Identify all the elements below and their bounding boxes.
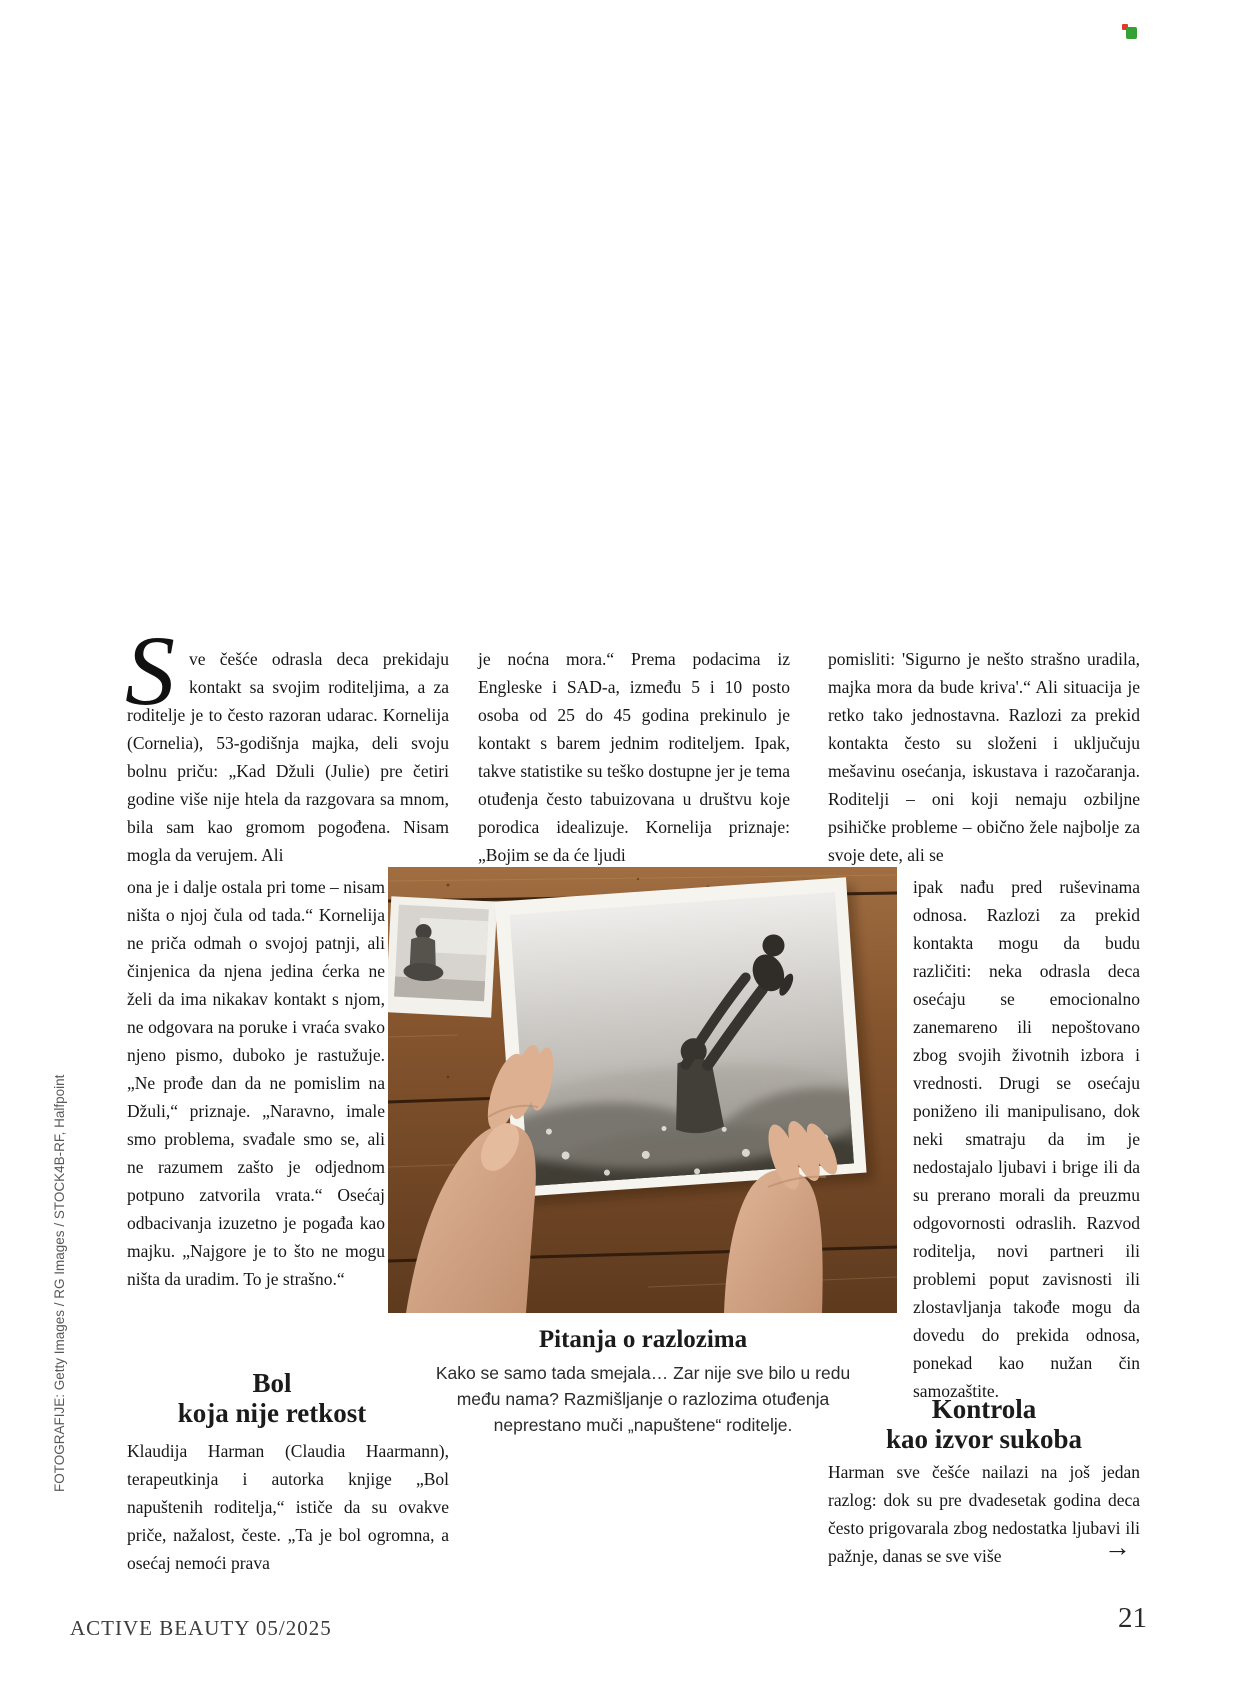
small-photo [388, 896, 497, 1017]
caption-line: među nama? Razmišljanje o razlozima otuđenja [456, 1389, 830, 1409]
column1-intro-narrow: ona je i dalje ostala pri tome – nisam ništa o njoj čula od tada.“ Kornelija ne priča odmah o svojoj patnji, ali činjenica da njena jedina ćerka ne želi da ima nikakav kontakt s njom, ne odgovara na poruke i vraća svako njeno pismo, duboko je rastužuje. „Ne prođe dan da ne pomislim na Džuli,“ priznaje. „Naravno, imale smo problema, svađale smo se, ali ne razumem zašto je odjednom potpuno zatvorila vrata.“ Osećaj odbacivanja izuzetno je pogađa kao majku. „Najgore je to što ne mogu ništa da uradim. To je strašno.“ [127, 877, 385, 1289]
page-number: 21 [1118, 1602, 1147, 1634]
heading-line: koja nije retkost [177, 1398, 367, 1428]
footer-magazine-issue: ACTIVE BEAUTY 05/2025 [70, 1616, 332, 1640]
column2-text: je noćna mora.“ Prema podacima iz Engleske i SAD-a, između 5 i 10 posto osoba od 25 do 45 godina prekinulo je kontakt s barem jednim roditeljem. Ipak, takve statistike su teško dostupne jer je tema otuđenja često tabuizovana u društvu koje porodica idealizuje. Kornelija priznaje: „Bojim se da će ljudi [478, 649, 790, 865]
caption-line: Kako se samo tada smejala… Zar nije sve bilo u redu [435, 1363, 851, 1383]
column3-beside-photo: ipak nađu pred ruševinama odnosa. Razlozi za prekid kontakta mogu da budu različiti: neka odrasla deca osećaju se emocionalno zanemareno ili nepoštovano zbog svojih životnih izbora i vrednosti. Drugi se osećaju poniženo ili manipulisano, dok neki smatraju da im je nedostajalo ljubavi i brige ili da su prerano morali da preuzmu odgovornosti odraslih. Razvod roditelja, novi partneri ili problemi poput zavisnosti ili zlostavljanja takođe mogu da dovedu do prekida odnosa, ponekad kao nužan čin samozaštite. [913, 877, 1140, 1401]
heading-line: kao izvor sukoba [885, 1424, 1083, 1454]
drop-cap: S [125, 615, 175, 726]
photo-illustration [388, 867, 897, 1313]
column1-intro-wide [125, 615, 449, 869]
column1-after-heading: Klaudija Harman (Claudia Haarmann), terapeutkinja i autorka knjige „Bol napuštenih roditelja,“ ističe da su ovakve priče, nažalost, česte. „Ta je bol ogromna, a osećaj nemoći prava [127, 1441, 449, 1573]
caption-line: neprestano muči „napuštene“ roditelje. [493, 1415, 793, 1435]
column1-intro-wide-text: ve češće odrasla deca prekidaju kontakt sa svojim roditeljima, a za roditelje je to često razoran udarac. Kornelija (Cornelia), 53-godišnja majka, deli svoju bolnu priču: „Kad Džuli (Julie) pre četiri godine više nije htela da razgovara sa mnom, bila sam kao gromom pogođena. Nisam mogla da verujem. Ali [127, 649, 449, 865]
heading-line: Kontrola [931, 1394, 1037, 1424]
photo-caption-heading: Pitanja o razlozima [538, 1326, 748, 1353]
column3-after-heading: Harman sve češće nailazi na još jedan razlog: dok su pre dvadesetak godina deca često prigovarala zbog nedostatka ljubavi ili pažnje, danas se sve više [828, 1462, 1140, 1566]
article-photo [388, 867, 897, 1313]
photo-credit-vertical: FOTOGRAFIJE: Getty Images / RG Images / STOCK4B-RF, Halfpoint [52, 1074, 67, 1492]
logo-green-square [1126, 27, 1137, 39]
column3-top-wide: pomisliti: 'Sigurno je nešto strašno uradila, majka mora da bude kriva'.“ Ali situacija je retko tako jednostavna. Razlozi za prekid kontakta često su složeni i uključuju mešavinu osećanja, iskustava i razočaranja. Roditelji – oni koji nemaju ozbiljne psihičke probleme – obično žele najbolje za svoje dete, ali se [828, 649, 1140, 865]
photo-caption-text [358, 1360, 928, 1438]
heading-line: Bol [252, 1368, 292, 1398]
brand-logo-icon [1122, 24, 1138, 40]
continuation-arrow-icon: → [1104, 1532, 1131, 1562]
